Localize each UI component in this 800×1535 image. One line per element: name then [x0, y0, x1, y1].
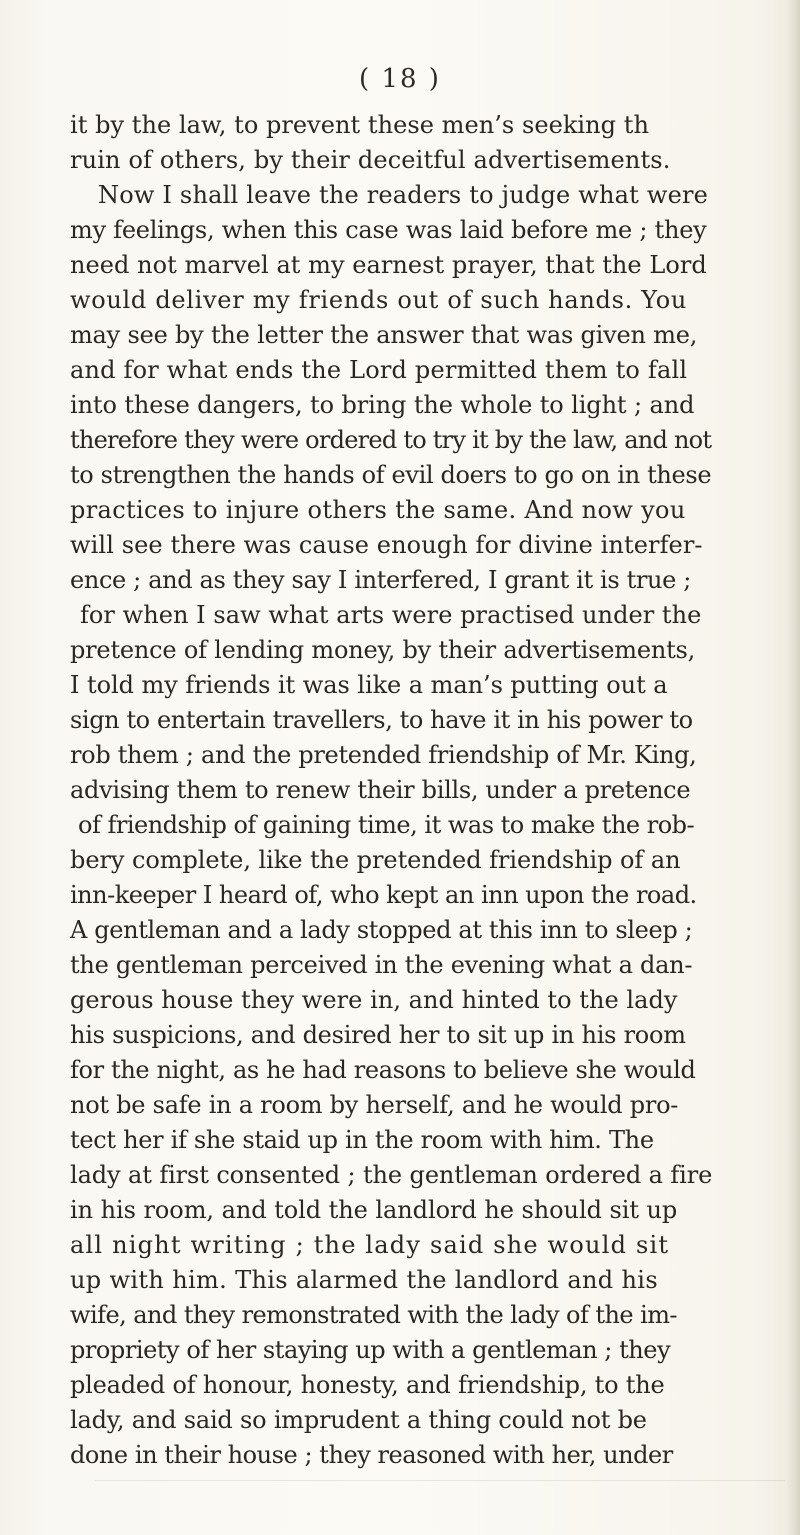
text-line: tect her if she staid up in the room with him. The [70, 1126, 654, 1154]
text-line: in his room, and told the landlord he should sit up [70, 1196, 678, 1224]
text-line: his suspicions, and desired her to sit up in his room [70, 1021, 686, 1049]
text-line: ence ; and as they say I interfered, I grant it is true ; [70, 566, 692, 594]
text-line: and for what ends the Lord permitted them to fall [70, 356, 688, 384]
text-line: lady at first consented ; the gentleman ordered a fire [70, 1161, 713, 1189]
text-line: will see there was cause enough for divine interfer- [70, 531, 703, 559]
text-line: for the night, as he had reasons to believe she would [70, 1056, 696, 1084]
text-line: ruin of others, by their deceitful advertisements. [70, 146, 671, 174]
text-line: rob them ; and the pretended friendship of Mr. King, [70, 741, 697, 769]
text-line: all night writing ; the lady said she would sit [70, 1231, 670, 1259]
text-line: not be safe in a room by herself, and he would pro- [70, 1091, 679, 1119]
text-line: bery complete, like the pretended friendship of an [70, 846, 681, 874]
text-line: need not marvel at my earnest prayer, that the Lord [70, 251, 707, 279]
text-line: up with him. This alarmed the landlord and his [70, 1266, 658, 1294]
page-edge-shadow [786, 0, 800, 1535]
text-line: for when I saw what arts were practised under the [80, 601, 702, 629]
text-line: sign to entertain travellers, to have it in his power to [70, 706, 693, 734]
text-line: would deliver my friends out of such hands. You [70, 286, 688, 314]
text-line: the gentleman perceived in the evening what a dan- [70, 951, 693, 979]
body-text [70, 108, 782, 1473]
text-line: advising them to renew their bills, under a pretence [70, 776, 691, 804]
page-number: ( 18 ) [359, 64, 441, 94]
text-line: pretence of lending money, by their advertisements, [70, 636, 696, 664]
text-line: practices to injure others the same. And now you [70, 496, 686, 524]
text-line: pleaded of honour, honesty, and friendship, to the [70, 1371, 665, 1399]
text-line: A gentleman and a lady stopped at this inn to sleep ; [70, 916, 693, 944]
text-line: done in their house ; they reasoned with her, under [70, 1441, 673, 1469]
text-line: of friendship of gaining time, it was to make the rob- [78, 811, 695, 839]
text-line: lady, and said so imprudent a thing could not be [70, 1406, 647, 1434]
text-line: into these dangers, to bring the whole to light ; and [70, 391, 695, 419]
text-line: wife, and they remonstrated with the lady of the im- [70, 1301, 677, 1329]
text-line: gerous house they were in, and hinted to the lady [70, 986, 678, 1014]
text-line: Now I shall leave the readers to judge what were [98, 181, 709, 209]
text-line: propriety of her staying up with a gentleman ; they [70, 1336, 671, 1364]
text-line: therefore they were ordered to try it by the law, and not [70, 426, 712, 454]
text-line: it by the law, to prevent these men’s seeking th [70, 111, 649, 139]
text-line: my feelings, when this case was laid before me ; they [70, 216, 707, 244]
text-line: inn-keeper I heard of, who kept an inn upon the road. [70, 881, 697, 909]
text-line: I told my friends it was like a man’s putting out a [70, 671, 668, 699]
text-line: may see by the letter the answer that was given me, [70, 321, 698, 349]
bottom-rule [95, 1480, 785, 1481]
text-line: to strengthen the hands of evil doers to go on in these [70, 461, 712, 489]
